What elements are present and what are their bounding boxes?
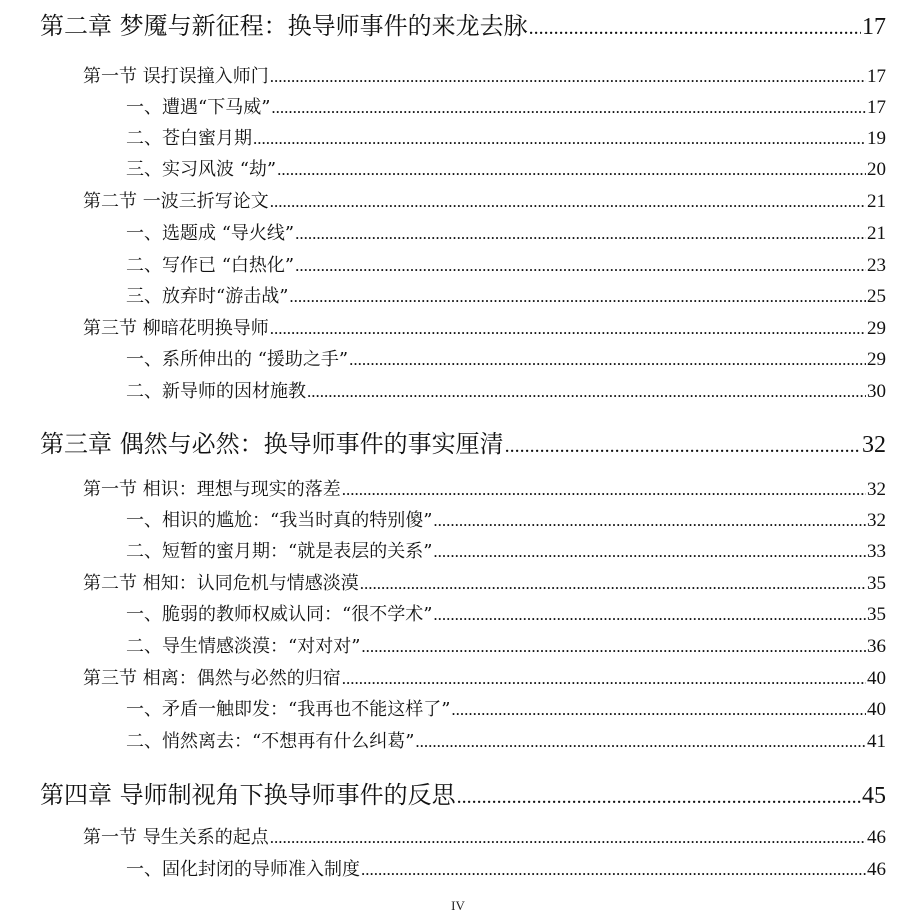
toc-entry-title: 一、遭遇“下马威” [126, 97, 271, 118]
dot-leader [270, 67, 866, 87]
toc-entry-sub [126, 727, 886, 753]
dot-leader [433, 605, 866, 625]
dot-leader [342, 480, 866, 500]
dot-leader [270, 828, 866, 848]
dot-leader [360, 574, 866, 594]
dot-leader [433, 542, 866, 562]
dot-leader [277, 160, 866, 180]
toc-entry-title: 二、短暂的蜜月期：“就是表层的关系” [126, 541, 433, 562]
toc-entry-page-number: 46 [867, 859, 886, 880]
toc-entry-sub [126, 282, 886, 308]
toc-entry-page-number: 40 [867, 668, 886, 689]
dot-leader [457, 786, 861, 809]
dot-leader [505, 435, 861, 458]
toc-entry-sub [126, 632, 886, 658]
toc-entry-page-number: 35 [867, 573, 886, 594]
toc-entry-title: 三、实习风波 “劫” [126, 159, 277, 180]
toc-entry-title: 一、相识的尴尬：“我当时真的特别傻” [126, 510, 433, 531]
toc-entry-title: 一、脆弱的教师权威认同：“很不学术” [126, 604, 433, 625]
toc-entry-page-number: 19 [867, 128, 886, 149]
toc-entry-title: 二、写作已 “白热化” [126, 255, 295, 276]
toc-entry-title: 二、悄然离去：“不想再有什么纠葛” [126, 731, 415, 752]
dot-leader [270, 192, 866, 212]
toc-entry-sub [126, 251, 886, 277]
toc-entry-sub [126, 855, 886, 881]
toc-entry-page-number: 32 [867, 510, 886, 531]
toc-entry-page-number: 36 [867, 636, 886, 657]
toc-entry-sub [126, 345, 886, 371]
toc-entry-sub [126, 124, 886, 150]
toc-entry-page-number: 25 [867, 286, 886, 307]
toc-entry-title: 第三章 偶然与必然：换导师事件的事实厘清 [40, 430, 504, 458]
toc-entry-page-number: 21 [867, 223, 886, 244]
toc-entry-title: 二、苍白蜜月期 [126, 128, 252, 149]
toc-entry-page-number: 32 [867, 479, 886, 500]
toc-entry-title: 二、导生情感淡漠：“对对对” [126, 636, 361, 657]
toc-entry-chapter [40, 424, 886, 456]
toc-entry-page-number: 17 [867, 66, 886, 87]
toc-entry-title: 第二节 一波三折写论文 [83, 191, 269, 212]
toc-entry-page-number: 30 [867, 381, 886, 402]
toc-entry-page-number: 20 [867, 159, 886, 180]
toc-entry-section [83, 569, 886, 595]
toc-entry-title: 第一节 相识：理想与现实的落差 [83, 479, 341, 500]
dot-leader [349, 350, 866, 370]
toc-entry-page-number: 17 [862, 14, 886, 40]
toc-entry-title: 三、放弃时“游击战” [126, 286, 289, 307]
dot-leader [271, 98, 866, 118]
toc-entry-section [83, 823, 886, 849]
toc-entry-title: 一、矛盾一触即发：“我再也不能这样了” [126, 699, 451, 720]
toc-entry-sub [126, 695, 886, 721]
toc-entry-sub [126, 600, 886, 626]
toc-entry-title: 一、选题成 “导火线” [126, 223, 295, 244]
dot-leader [361, 637, 866, 657]
toc-entry-page-number: 33 [867, 541, 886, 562]
dot-leader [361, 860, 866, 880]
toc-entry-page-number: 46 [867, 827, 886, 848]
toc-entry-section [83, 475, 886, 501]
toc-entry-page-number: 41 [867, 731, 886, 752]
toc-entry-page-number: 40 [867, 699, 886, 720]
dot-leader [270, 319, 866, 339]
toc-entry-title: 第四章 导师制视角下换导师事件的反思 [40, 781, 456, 809]
toc-entry-title: 一、固化封闭的导师准入制度 [126, 859, 360, 880]
toc-entry-title: 第一节 导生关系的起点 [83, 827, 269, 848]
dot-leader [307, 382, 866, 402]
toc-entry-sub [126, 219, 886, 245]
toc-entry-section [83, 314, 886, 340]
toc-entry-chapter [40, 6, 886, 38]
toc-entry-page-number: 32 [862, 432, 886, 458]
toc-entry-title: 第二章 梦魇与新征程：换导师事件的来龙去脉 [40, 12, 528, 40]
toc-entry-section [83, 62, 886, 88]
toc-entry-sub [126, 537, 886, 563]
toc-entry-title: 第三节 柳暗花明换导师 [83, 318, 269, 339]
dot-leader [253, 129, 866, 149]
toc-entry-sub [126, 93, 886, 119]
dot-leader [529, 17, 861, 40]
toc-entry-page-number: 23 [867, 255, 886, 276]
toc-entry-title: 第二节 相知：认同危机与情感淡漠 [83, 573, 359, 594]
dot-leader [295, 256, 866, 276]
toc-entry-section [83, 664, 886, 690]
toc-entry-sub [126, 155, 886, 181]
toc-entry-section [83, 187, 886, 213]
dot-leader [289, 287, 866, 307]
page-number-footer: IV [451, 898, 465, 913]
dot-leader [433, 511, 866, 531]
toc-entry-page-number: 21 [867, 191, 886, 212]
toc-entry-page-number: 29 [867, 349, 886, 370]
toc-entry-page-number: 17 [867, 97, 886, 118]
dot-leader [295, 224, 866, 244]
toc-entry-title: 一、系所伸出的 “援助之手” [126, 349, 349, 370]
dot-leader [342, 669, 866, 689]
toc-entry-page-number: 29 [867, 318, 886, 339]
dot-leader [451, 700, 866, 720]
toc-entry-chapter [40, 775, 886, 807]
toc-entry-page-number: 35 [867, 604, 886, 625]
toc-entry-title: 二、新导师的因材施教 [126, 381, 306, 402]
toc-entry-page-number: 45 [862, 783, 886, 809]
toc-entry-title: 第一节 误打误撞入师门 [83, 66, 269, 87]
toc-entry-sub [126, 377, 886, 403]
toc-entry-title: 第三节 相离：偶然与必然的归宿 [83, 668, 341, 689]
toc-entry-sub [126, 506, 886, 532]
dot-leader [415, 732, 866, 752]
